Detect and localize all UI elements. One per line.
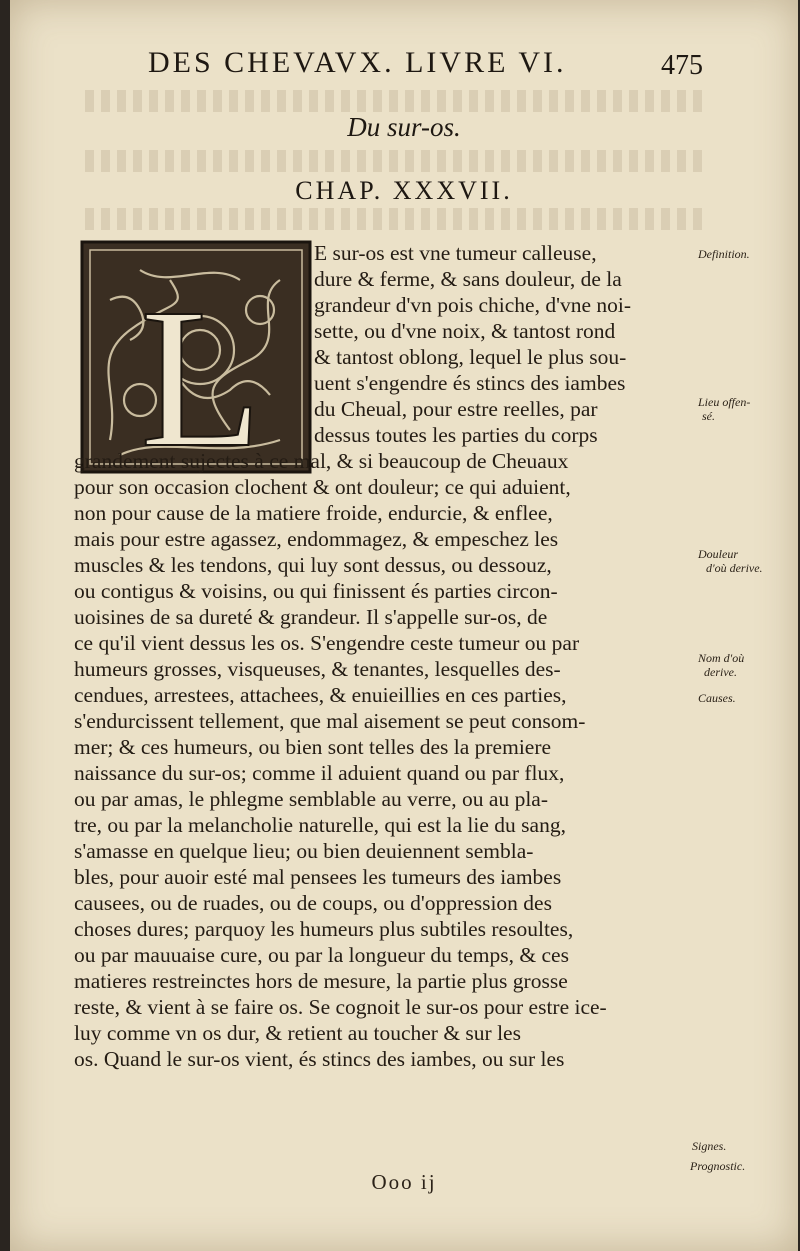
text-line: grandeur d'vn pois chiche, d'vne noi- (314, 293, 632, 317)
signature-mark: Ooo ij (371, 1170, 437, 1194)
page-header (10, 46, 798, 86)
margin-note-douleur-2: d'où derive. (706, 561, 763, 575)
text-line: cendues, arrestees, attachees, & enuieillies en ces parties, (74, 683, 567, 707)
text-line: uent s'engendre és stincs des iambes (314, 371, 626, 395)
text-line: luy comme vn os dur, & retient au toucher & sur les (74, 1021, 521, 1045)
text-line: bles, pour auoir esté mal pensees les tumeurs des iambes (74, 865, 562, 889)
text-line: ou par mauuaise cure, ou par la longueur du temps, & ces (74, 943, 569, 967)
text-line: du Cheual, pour estre reelles, par (314, 397, 598, 421)
margin-note-definition: Definition. (698, 247, 750, 261)
margin-note-nom: Nom d'où (698, 651, 745, 665)
text-line: muscles & les tendons, qui luy sont dessus, ou dessouz, (74, 553, 552, 577)
margin-note-nom-2: derive. (704, 665, 737, 679)
text-line: sette, ou d'vne noix, & tantost rond (314, 319, 616, 343)
body-text (74, 240, 694, 1072)
running-head: DES CHEVAVX. LIVRE VI. (148, 46, 567, 79)
text-line: humeurs grosses, visqueuses, & tenantes, lesquelles des- (74, 657, 561, 681)
text-line: ou contigus & voisins, ou qui finissent és parties circon- (74, 579, 558, 603)
text-line: reste, & vient à se faire os. Se cognoit le sur-os pour estre ice- (74, 995, 607, 1019)
text-line: grandement sujectes à ce mal, & si beaucoup de Cheuaux (74, 449, 569, 473)
folio-number: 475 (661, 50, 703, 81)
text-line: mer; & ces humeurs, ou bien sont telles des la premiere (74, 735, 552, 759)
bleed-through-band (85, 208, 705, 230)
margin-note-causes: Causes. (698, 691, 736, 705)
text-line: s'endurcissent tellement, que mal aisement se peut consom- (74, 709, 586, 733)
text-line: E sur-os est vne tumeur calleuse, (314, 241, 597, 265)
margin-note-prognostic: Prognostic. (690, 1159, 746, 1173)
text-line: naissance du sur-os; comme il aduient quand ou par flux, (74, 761, 565, 785)
text-line: pour son occasion clochent & ont douleur; ce qui aduient, (74, 475, 571, 499)
margin-note-lieu: Lieu offen- (698, 395, 751, 409)
margin-note-lieu-2: sé. (702, 409, 715, 423)
text-line: ce qu'il vient dessus les os. S'engendre ceste tumeur ou par (74, 631, 580, 655)
text-line: s'amasse en quelque lieu; ou bien deuiennent sembla- (74, 839, 534, 863)
margin-note-signes: Signes. (692, 1139, 727, 1153)
text-line: & tantost oblong, lequel le plus sou- (314, 345, 627, 369)
text-line: uoisines de sa dureté & grandeur. Il s'appelle sur-os, de (74, 605, 548, 629)
text-line: choses dures; parquoy les humeurs plus subtiles resoultes, (74, 917, 574, 941)
text-line: dure & ferme, & sans douleur, de la (314, 267, 622, 291)
initial-letter: L (140, 268, 263, 474)
text-line: tre, ou par la melancholie naturelle, qui est la lie du sang, (74, 813, 566, 837)
text-line: dessus toutes les parties du corps (314, 423, 598, 447)
bleed-through-band (85, 150, 705, 172)
section-title: Du sur-os. (347, 112, 461, 142)
margin-note-douleur: Douleur (698, 547, 738, 561)
bleed-through-band (85, 90, 705, 112)
text-line: matieres restreinctes hors de mesure, la partie plus grosse (74, 969, 568, 993)
text-line: os. Quand le sur-os vient, és stincs des iambes, ou sur les (74, 1047, 565, 1071)
book-page (10, 0, 798, 1251)
text-line: non pour cause de la matiere froide, endurcie, & enflee, (74, 501, 553, 525)
chapter-title: CHAP. XXXVII. (295, 176, 513, 205)
text-line: ou par amas, le phlegme semblable au verre, ou au pla- (74, 787, 549, 811)
text-line: causees, ou de ruades, ou de coups, ou d'oppression des (74, 891, 552, 915)
text-line: mais pour estre agassez, endommagez, & empeschez les (74, 527, 559, 551)
